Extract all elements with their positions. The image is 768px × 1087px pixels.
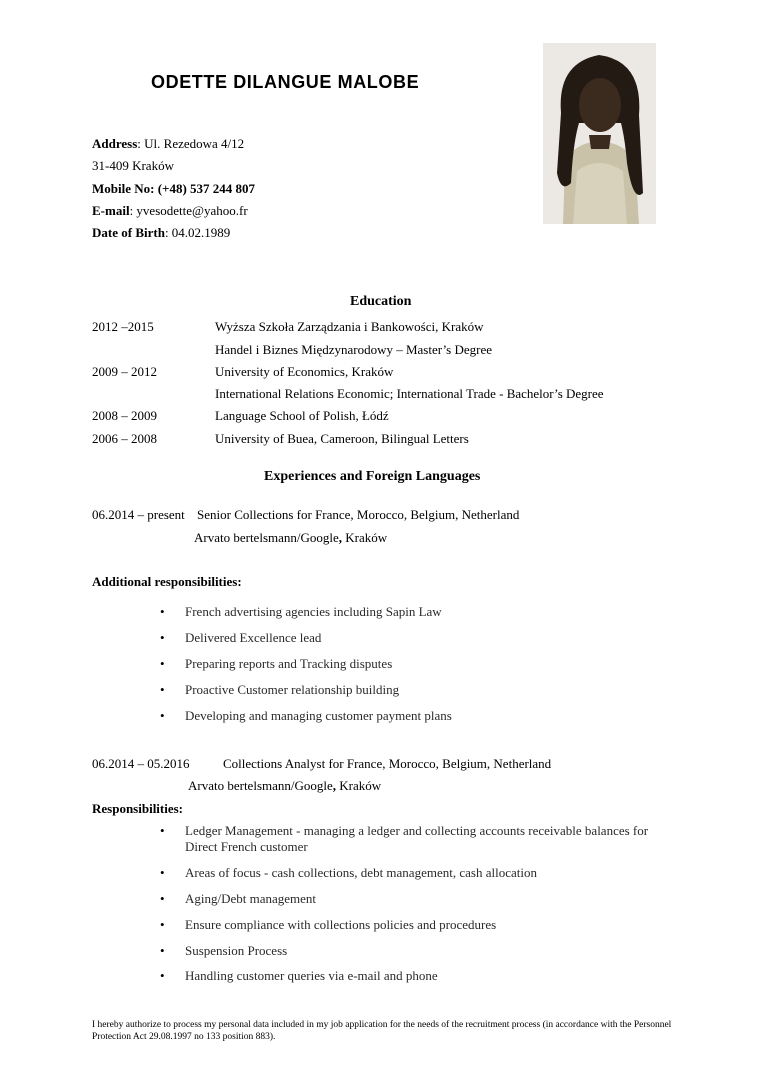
address-city: 31-409 Kraków <box>92 158 174 173</box>
bullet-icon: • <box>160 943 165 958</box>
job1-bullet: Proactive Customer relationship building <box>185 682 400 697</box>
job1-bullet: Preparing reports and Tracking disputes <box>185 656 393 671</box>
job2-bullet: Ledger Management - managing a ledger and collecting accounts receivable balances for Direct French customer <box>185 823 649 854</box>
education-entry: Wyższa Szkoła Zarządzania i Bankowości, Kraków <box>215 319 484 334</box>
bullet-icon: • <box>160 630 165 645</box>
education-entry: University of Buea, Cameroon, Bilingual Letters <box>215 431 469 446</box>
dob-label: Date of Birth <box>92 225 165 240</box>
job1-bullet: Delivered Excellence lead <box>185 630 322 645</box>
bullet-icon: • <box>160 865 165 880</box>
education-entry: Language School of Polish, Łódź <box>215 408 389 423</box>
job2-role: Collections Analyst for France, Morocco, Belgium, Netherland <box>223 756 552 771</box>
mobile-line <box>92 181 255 197</box>
job1-bullet: Developing and managing customer payment plans <box>185 708 452 723</box>
bullet-icon: • <box>160 891 165 906</box>
job1-responsibilities-title: Additional responsibilities: <box>92 574 242 589</box>
job1-company: Arvato bertelsmann/Google, Kraków <box>194 530 388 545</box>
job2-date: 06.2014 – 05.2016 <box>92 756 190 771</box>
dob-value: : 04.02.1989 <box>164 225 231 240</box>
education-entry: Handel i Biznes Międzynarodowy – Master’s Degree <box>215 342 493 357</box>
job1-bullet: French advertising agencies including Sapin Law <box>185 604 442 619</box>
education-entry: University of Economics, Kraków <box>215 364 394 379</box>
email-line <box>92 203 248 219</box>
education-date: 2006 – 2008 <box>92 431 157 446</box>
job2-bullet: Areas of focus - cash collections, debt management, cash allocation <box>185 865 537 880</box>
job2-company: Arvato bertelsmann/Google, Kraków <box>188 778 382 793</box>
bullet-icon: • <box>160 917 165 932</box>
address-value: : Ul. Rezedowa 4/12 <box>137 136 245 151</box>
job2-company-name: Arvato bertelsmann/Google <box>188 778 333 793</box>
bullet-icon: • <box>160 968 165 983</box>
mobile-value: : (+48) 537 244 807 <box>150 181 256 196</box>
job2-bullet: Aging/Debt management <box>185 891 317 906</box>
address-line <box>92 136 244 152</box>
address-label: Address <box>92 136 138 151</box>
job2-bullet: Handling customer queries via e-mail and phone <box>185 968 438 983</box>
job1-date: 06.2014 – present <box>92 507 185 522</box>
email-label: E-mail <box>92 203 130 218</box>
portrait-image <box>543 43 656 224</box>
education-title: Education <box>350 294 412 309</box>
dob-line <box>92 225 230 241</box>
education-date: 2008 – 2009 <box>92 408 157 423</box>
job1-company-name: Arvato bertelsmann/Google <box>194 530 339 545</box>
experience-title: Experiences and Foreign Languages <box>264 469 481 484</box>
bullet-icon: • <box>160 708 165 723</box>
bullet-icon: • <box>160 823 165 838</box>
education-date: 2009 – 2012 <box>92 364 157 379</box>
data-consent-footer: I hereby authorize to process my personal data included in my job application for the needs of the recruitment process (in accordance with the Personnel Protection Act 29.08.1997 no 133 position 883). <box>92 1020 672 1042</box>
profile-photo <box>543 43 656 224</box>
job1-company-city: Kraków <box>342 530 388 545</box>
job1-role: Senior Collections for France, Morocco, Belgium, Netherland <box>197 507 520 522</box>
bullet-icon: • <box>160 656 165 671</box>
education-entry: International Relations Economic; International Trade - Bachelor’s Degree <box>215 386 604 401</box>
job2-responsibilities-title: Responsibilities: <box>92 801 184 816</box>
mobile-label: Mobile No <box>92 181 151 196</box>
email-value: : yvesodette@yahoo.fr <box>129 203 248 218</box>
education-date: 2012 –2015 <box>92 319 154 334</box>
job2-bullet: Ensure compliance with collections policies and procedures <box>185 917 497 932</box>
bullet-icon: • <box>160 682 165 697</box>
job2-company-city: Kraków <box>336 778 382 793</box>
bullet-icon: • <box>160 604 165 619</box>
candidate-name: ODETTE DILANGUE MALOBE <box>151 72 420 92</box>
job2-bullet: Suspension Process <box>185 943 288 958</box>
